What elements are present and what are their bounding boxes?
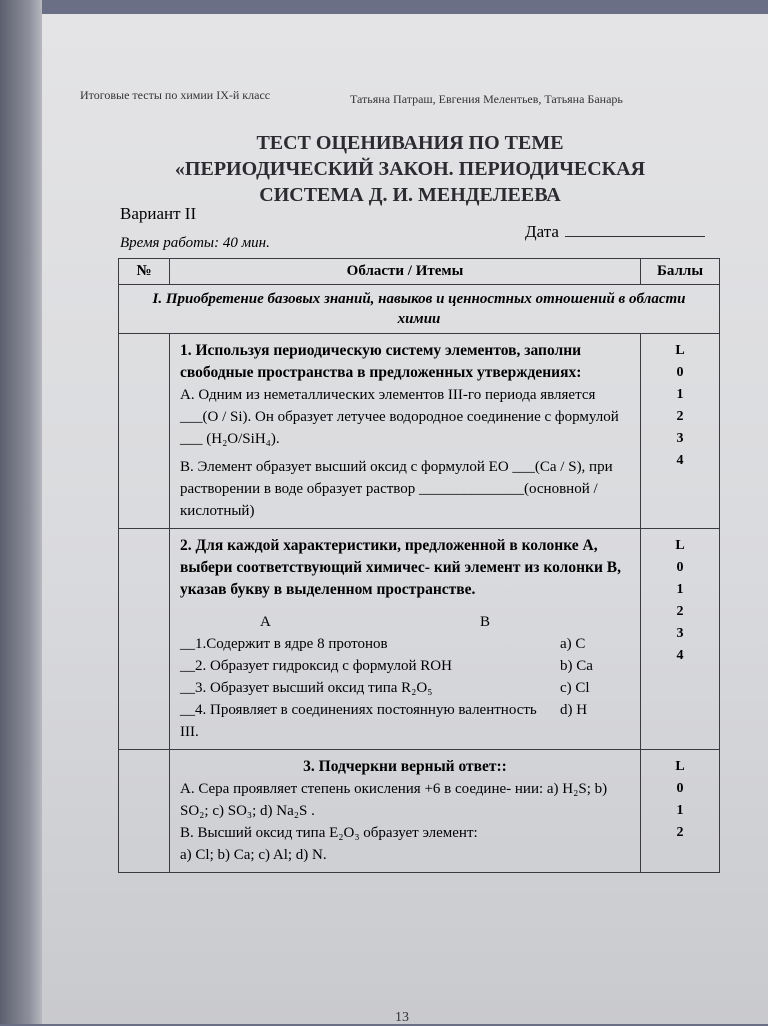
matching-headers [180,601,630,633]
matching-row [180,699,630,743]
question-number-cell [119,529,170,750]
test-table [118,258,720,873]
score-item: 1 [676,582,684,597]
matching-row [180,677,630,699]
time-limit: Время работы: 40 мин. [120,235,270,251]
score-item: 3 [676,431,684,446]
question-2-title: 2. Для каждой характеристики, предложенной в колонке А, выбери соответствующий химичес- кий элемент из колонки В, указав букву в выделенном пространстве. [180,537,621,598]
column-a-label: А [260,614,271,630]
date-label: Дата [525,222,559,241]
question-1-part-b: В. Элемент образует высший оксид с формулой ЕО ___(Ca / S), при растворении в воде образует раствор ______________(основной / кислотный) [180,459,613,519]
matching-option: c) Cl [560,680,590,696]
background-edge [0,0,42,1024]
score-item: 2 [676,825,684,840]
question-number-cell [119,334,170,529]
score-item: 3 [676,626,684,641]
question-3-part-a: А. Сера проявляет степень окисления +6 в соедине- нии: a) H₂S; b) SO₂; c) SO₃; d) Na₂S . [180,781,608,819]
section-row [119,285,720,334]
question-2 [170,529,641,750]
score-item: 1 [676,387,684,402]
header-score: Баллы [641,259,720,285]
matching-statement: __3. Образует высший оксид типа R₂O₅ [180,680,433,696]
question-row-1 [119,334,720,529]
table-header-row [119,259,720,285]
score-item: 4 [676,453,684,468]
date-field [525,222,705,242]
question-1-part-a: А. Одним из неметаллических элементов III-го периода является ___(O / Si). Он образует летучее водородное соединение с формулой ___ (H₂O/SiH₄). [180,387,619,447]
section-title: I. Приобретение базовых знаний, навыков и ценностных отношений в области химии [119,285,720,334]
matching-row [180,633,630,655]
question-1-title: 1. Используя периодическую систему элементов, заполни свободные пространства в предложенных утверждениях: [180,342,582,381]
header-number: № [119,259,170,285]
title-line-1: ТЕСТ ОЦЕНИВАНИЯ ПО ТЕМЕ [256,132,564,154]
score-item: 2 [676,604,684,619]
header-items: Области / Итемы [170,259,641,285]
header-authors: Татьяна Патраш, Евгения Мелентьев, Татьяна Банарь [350,92,623,106]
question-3 [170,750,641,873]
question-3-title: 3. Подчеркни верный ответ:: [303,758,507,775]
question-1 [170,334,641,529]
matching-option: d) H [560,702,588,718]
title-line-2: «ПЕРИОДИЧЕСКИЙ ЗАКОН. ПЕРИОДИЧЕСКАЯ [174,158,646,180]
score-item: L [675,759,685,774]
score-item: 0 [676,781,684,796]
matching-statement: __4. Проявляет в соединениях постоянную валентность III. [180,702,537,740]
score-item: L [675,538,685,553]
matching-statement: __1.Содержит в ядре 8 протонов [180,636,388,652]
score-item: 1 [676,803,684,818]
header-left: Итоговые тесты по химии IX-й класс [80,88,271,102]
score-item: 4 [676,648,684,663]
page-title [140,130,680,208]
question-3-scores [641,750,720,873]
question-1-scores [641,334,720,529]
title-line-3: СИСТЕМА Д. И. МЕНДЕЛЕЕВА [259,184,561,206]
question-3-part-b: В. Высший оксид типа E₂O₃ образует элемент: [180,825,478,841]
score-item: 2 [676,409,684,424]
page-number: 13 [395,1010,409,1025]
question-3-options: a) Cl; b) Ca; c) Al; d) N. [180,847,327,863]
question-number-cell [119,750,170,873]
score-item: 0 [676,365,684,380]
date-blank-line [565,236,705,237]
matching-row [180,655,630,677]
question-2-scores [641,529,720,750]
score-item: 0 [676,560,684,575]
question-row-3 [119,750,720,873]
column-b-label: В [479,614,490,630]
matching-option: b) Ca [560,658,593,674]
variant-label: Вариант II [120,204,197,223]
question-row-2 [119,529,720,750]
matching-statement: __2. Образует гидроксид с формулой ROH [180,658,452,674]
score-item: L [675,343,685,358]
matching-option: a) C [560,636,586,652]
